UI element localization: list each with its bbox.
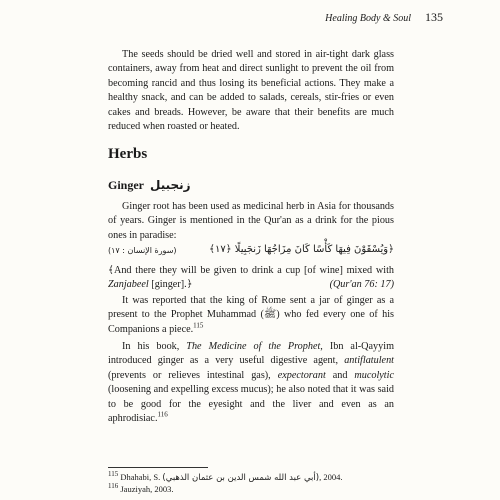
verse-arabic-reference: (سورة الإنسان : ١٧): [108, 246, 177, 255]
verse-translation-block: [108, 264, 394, 293]
king-paragraph: It was reported that the king of Rome sent a jar of ginger as a present to the Prophet Muhammad (ﷺ) who fed every one of his Companions a piece.$^{115}$: [108, 295, 394, 335]
term-expectorant: expectorant: [277, 369, 326, 381]
subsection-title: Ginger: [108, 178, 144, 192]
subsection-heading-ginger: [108, 178, 191, 193]
subsection-arabic-title: زنجبيل: [150, 178, 191, 192]
page-number: 135: [425, 10, 443, 24]
running-title: Healing Body & Soul: [325, 13, 411, 24]
footnote-ref-115: 115: [193, 321, 204, 330]
book-title: The Medicine of the Prophet: [186, 341, 321, 352]
ginger-paragraph: Ginger root has been used as medicinal herb in Asia for thousands of years. Ginger is mentioned in the Qur'an as a drink for the pious ones in paradise:: [108, 201, 394, 241]
intro-paragraph: The seeds should be dried well and stored in air-tight dark glass containers, away from heat and direct sunlight to prevent the oil from becoming rancid and thus losing its beneficial actions. They make a healthy snack, and can be added to salads, cereals, stir-fries or even cakes and breads. However, be aware that their benefits are much reduced when roasted or heated.: [108, 49, 394, 133]
intro-paragraph-block: [108, 48, 394, 134]
footnote-116: $^{116}$ Jauziyah, 2003.: [108, 482, 174, 494]
ginger-paragraph-block: [108, 200, 394, 243]
king-paragraph-block: [108, 294, 394, 337]
book-paragraph: In his book, The Medicine of the Prophet, Ibn al-Qayyim introduced ginger as a very useful digestive agent, antiflatulent (prevents or relieves intestinal gas), expectorant and mucolytic (loosening and expelling excess mucus); he also noted that it was said to be good for the eyesight and the liver and even as an aphrodisiac.$^{116}$: [108, 341, 394, 425]
running-header: [325, 10, 443, 25]
term-mucolytic: mucolytic: [354, 369, 394, 381]
book-paragraph-block: [108, 340, 394, 426]
verse-translation: ﴾And there they will be given to drink a cup [of wine] mixed with Zanjabeel [ginger].﴿ (Qur'an 76: 17): [108, 264, 394, 293]
footnote-115: $^{115}$ Dhahabi, S. (أبي عبد الله شمس الدين بن عثمان الذهبي), 2004.: [108, 470, 343, 483]
footnote-divider: [108, 467, 208, 468]
verse-arabic-text: ﴿وَيُسْقَوْنَ فِيهَا كَأْسًا كَانَ مِزَاجُهَا زَنجَبِيلًا ﴿١٧﴾: [209, 244, 394, 255]
footnote-ref-116: 116: [157, 410, 168, 419]
term-antiflatulent: antiflatulent: [344, 355, 394, 367]
section-heading-herbs: Herbs: [108, 146, 148, 162]
verse-reference: (Qur'an 76: 17): [329, 279, 394, 291]
zanjabeel-term: Zanjabeel: [108, 279, 149, 291]
